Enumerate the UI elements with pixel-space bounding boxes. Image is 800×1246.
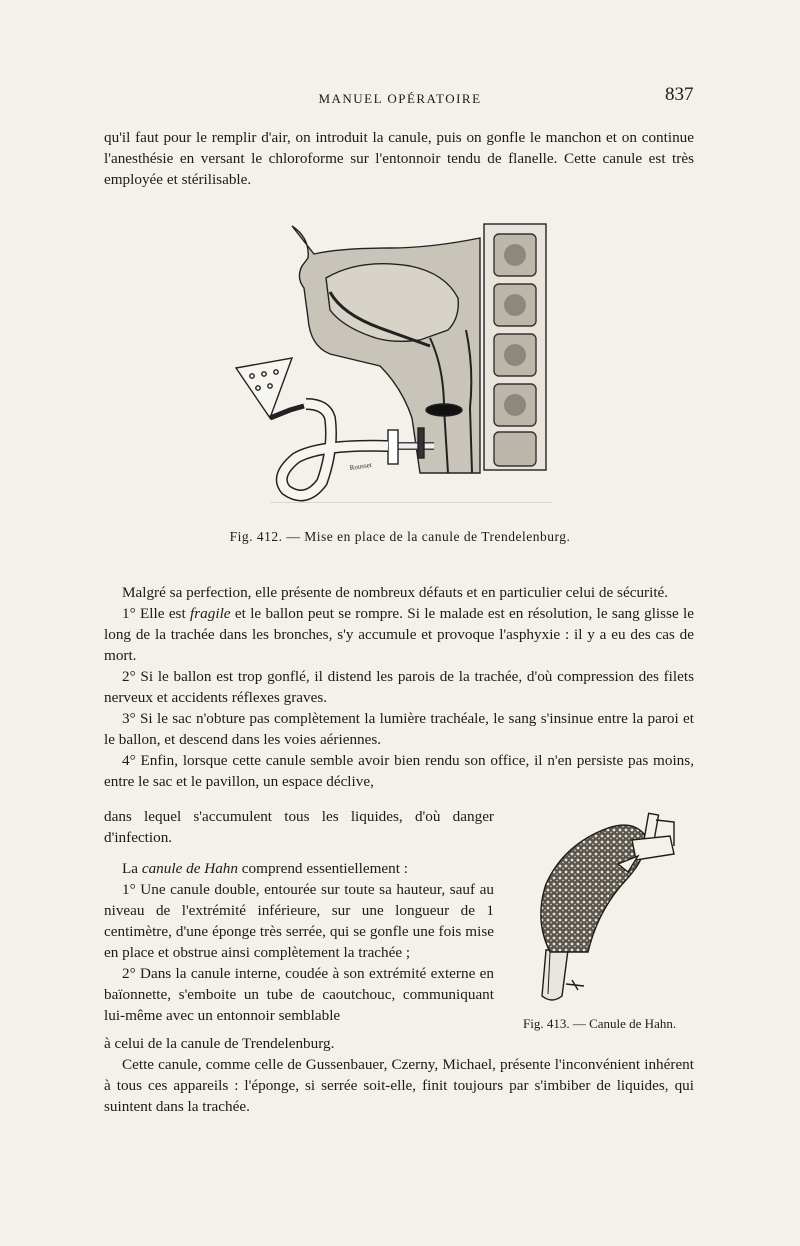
- page-number: 837: [665, 84, 694, 105]
- intro-paragraph: qu'il faut pour le remplir d'air, on introduit la canule, puis on gonfle le manchon et on continue l'anesthésie en versant le chloroforme sur l'entonnoir tendu de flanelle. Cette canule est très employée et stérilisable.: [104, 129, 694, 188]
- chloroform-funnel: [236, 358, 292, 418]
- figure-413-illustration: [528, 810, 696, 1010]
- defect-4: 4° Enfin, lorsque cette canule semble avoir bien rendu son office, il n'en persiste pas moins, entre le sac et le pavillon, un espace déclive,: [104, 752, 694, 790]
- hahn-item-2-end: à celui de la canule de Trendelenburg.: [104, 1035, 335, 1052]
- defect-4-continuation: [104, 806, 494, 848]
- fragile-emphasis: fragile: [190, 605, 231, 622]
- hahn-item-2: 2° Dans la canule interne, coudée à son extrémité externe en baïonnette, s'emboite un tube de caoutchouc, communiquant lui-même avec un entonnoir semblable: [104, 965, 494, 1024]
- intro-block: [104, 127, 694, 190]
- hahn-intro: La canule de Hahn comprend essentiellement :: [122, 860, 408, 877]
- defect-2: 2° Si le ballon est trop gonflé, il distend les parois de la trachée, d'où compression des filets nerveux et accidents réflexes graves.: [104, 668, 694, 706]
- hahn-closing-block: [104, 1033, 694, 1117]
- defects-intro: Malgré sa perfection, elle présente de nombreux défauts et en particulier celui de sécurité.: [122, 584, 669, 601]
- figure-412-illustration: [230, 218, 560, 503]
- figure-412-number: Fig. 412.: [229, 529, 283, 544]
- cannula-balloon: [426, 404, 462, 416]
- figure-413-caption: Fig. 413. — Canule de Hahn.: [523, 1016, 677, 1031]
- defect-4-end: dans lequel s'accumulent tous les liquides, d'où danger d'infection.: [104, 808, 494, 846]
- hahn-block: [104, 858, 494, 1026]
- figure-412-caption: [0, 529, 800, 545]
- hahn-item-1: 1° Une canule double, entourée sur toute sa hauteur, sauf au niveau de l'extrémité inférieure, sur une longueur de 1 centimètre, d'une éponge très serrée, qui se gonfle une fois mise en place et obstrue ainsi complètement la trachée ;: [104, 881, 494, 961]
- engraver-signature: Rousset: [349, 460, 373, 472]
- defect-3: 3° Si le sac n'obture pas complètement la lumière trachéale, le sang s'insinue entre la paroi et le ballon, et descend dans les voies aériennes.: [104, 710, 694, 748]
- running-title: MANUEL OPÉRATOIRE: [318, 91, 482, 106]
- hahn-emphasis: canule de Hahn: [141, 860, 238, 877]
- defect-1: 1° Elle est fragile et le ballon peut se rompre. Si le malade est en résolution, le sang glisse le long de la trachée dans les bronches, s'y accumule et provoque l'asphyxie : il y a eu des cas de mort.: [104, 605, 694, 664]
- hahn-closing: Cette canule, comme celle de Gussenbauer, Czerny, Michael, présente l'inconvénient inhérent à tous ces appareils : l'éponge, si serrée soit-elle, finit toujours par s'imbiber de liquides, qui suintent dans la trachée.: [104, 1056, 694, 1115]
- defects-block: [104, 582, 694, 792]
- figure-412-title: — Mise en place de la canule de Trendelenburg.: [286, 529, 571, 544]
